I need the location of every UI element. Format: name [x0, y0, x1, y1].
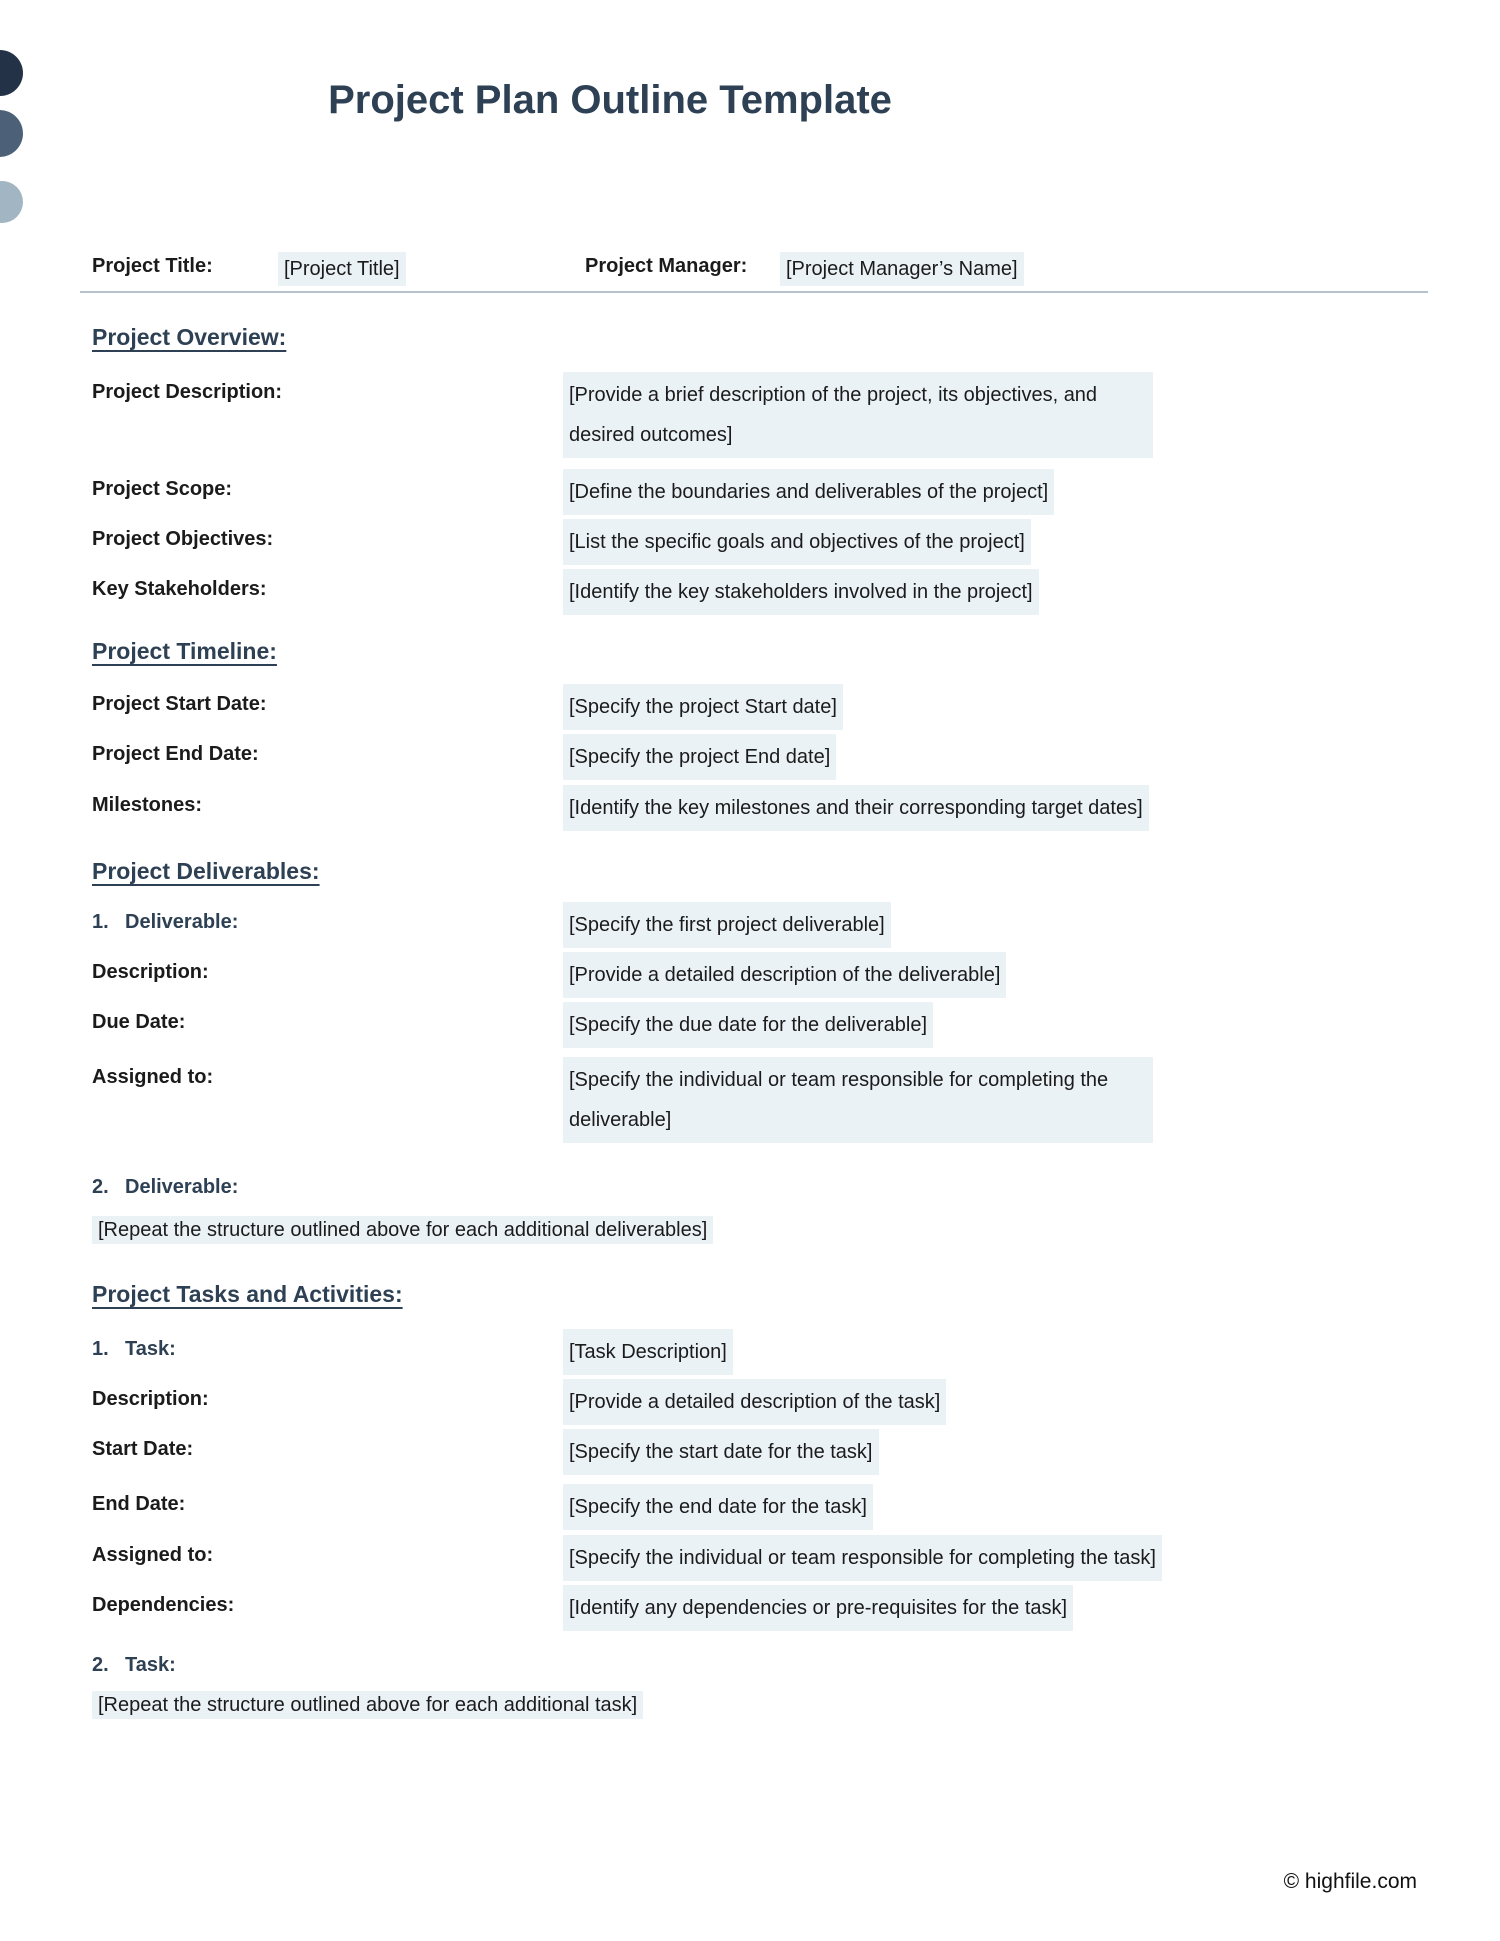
project-manager-label: Project Manager: — [585, 255, 748, 277]
item-number: 1. — [92, 911, 109, 933]
field-value: [Specify the project End date] — [563, 734, 836, 780]
field-row-deliverable-due-date — [92, 1002, 1452, 1048]
field-label: Assigned to: — [92, 1066, 214, 1088]
item-number: 1. — [92, 1338, 109, 1360]
field-row-task-dependencies — [92, 1585, 1452, 1631]
item-label: Task: — [125, 1338, 176, 1360]
field-row-task-assigned-to — [92, 1535, 1452, 1581]
field-value: [Specify the first project deliverable] — [563, 902, 891, 948]
field-label: Project Scope: — [92, 478, 233, 500]
field-row-project-scope — [92, 469, 1452, 515]
field-value: [Task Description] — [563, 1329, 733, 1375]
header-divider — [80, 291, 1428, 293]
section-heading-deliverables: Project Deliverables: — [92, 858, 320, 884]
field-label: Project End Date: — [92, 743, 259, 765]
section-heading-tasks: Project Tasks and Activities: — [92, 1281, 403, 1307]
field-row-task-end-date — [92, 1484, 1452, 1530]
field-row-key-stakeholders — [92, 569, 1452, 615]
field-label: Project Start Date: — [92, 693, 267, 715]
section-heading-timeline: Project Timeline: — [92, 638, 277, 664]
numbered-item-task-1 — [92, 1329, 1452, 1375]
section-heading-overview: Project Overview: — [92, 324, 287, 350]
field-row-project-description — [92, 372, 1452, 458]
copyright-footer: © highfile.com — [1283, 1870, 1417, 1893]
field-row-task-start-date — [92, 1429, 1452, 1475]
page-title: Project Plan Outline Template — [328, 78, 892, 122]
item-number: 2. — [92, 1654, 109, 1676]
field-row-task-description — [92, 1379, 1452, 1425]
field-label: Milestones: — [92, 794, 203, 816]
field-value: [Specify the individual or team responsible for completing the deliverable] — [563, 1057, 1153, 1143]
field-row-project-objectives — [92, 519, 1452, 565]
field-value: [Identify the key stakeholders involved in the project] — [563, 569, 1039, 615]
field-value: [Specify the individual or team responsible for completing the task] — [563, 1535, 1162, 1581]
project-title-value: [Project Title] — [278, 252, 406, 286]
field-value: [Identify the key milestones and their corresponding target dates] — [563, 785, 1149, 831]
field-value: [Specify the project Start date] — [563, 684, 843, 730]
item-label: Task: — [125, 1654, 176, 1676]
item-number: 2. — [92, 1176, 109, 1198]
field-value: [Provide a detailed description of the deliverable] — [563, 952, 1006, 998]
item-label: Deliverable: — [125, 1176, 239, 1198]
field-label: Dependencies: — [92, 1594, 235, 1616]
field-row-end-date — [92, 734, 1452, 780]
field-value: [List the specific goals and objectives of the project] — [563, 519, 1031, 565]
field-row-deliverable-description — [92, 952, 1452, 998]
field-label: Description: — [92, 961, 209, 983]
field-label: Due Date: — [92, 1011, 186, 1033]
field-label: Assigned to: — [92, 1544, 214, 1566]
project-manager-value: [Project Manager’s Name] — [780, 252, 1024, 286]
repeat-note-text: [Repeat the structure outlined above for each additional task] — [92, 1691, 643, 1719]
numbered-item-deliverable-1 — [92, 902, 1452, 948]
field-value: [Specify the end date for the task] — [563, 1484, 873, 1530]
field-value: [Specify the due date for the deliverable] — [563, 1002, 933, 1048]
field-value: [Provide a brief description of the project, its objectives, and desired outcomes] — [563, 372, 1153, 458]
field-row-milestones — [92, 785, 1452, 831]
repeat-note-tasks — [92, 1685, 643, 1725]
field-value: [Identify any dependencies or pre-requisites for the task] — [563, 1585, 1073, 1631]
field-label: Project Description: — [92, 381, 283, 403]
numbered-item-task-2 — [92, 1645, 1452, 1685]
numbered-item-deliverable-2 — [92, 1167, 1452, 1207]
field-label: Project Objectives: — [92, 528, 274, 550]
field-label: Description: — [92, 1388, 209, 1410]
item-label: Deliverable: — [125, 911, 239, 933]
field-row-deliverable-assigned-to — [92, 1057, 1452, 1143]
circle-decoration-light-icon — [0, 181, 23, 223]
project-title-label: Project Title: — [92, 255, 213, 277]
field-row-start-date — [92, 684, 1452, 730]
repeat-note-text: [Repeat the structure outlined above for each additional deliverables] — [92, 1216, 713, 1244]
field-value: [Provide a detailed description of the task] — [563, 1379, 946, 1425]
field-value: [Define the boundaries and deliverables of the project] — [563, 469, 1054, 515]
field-label: Key Stakeholders: — [92, 578, 267, 600]
field-label: End Date: — [92, 1493, 186, 1515]
repeat-note-deliverables — [92, 1210, 713, 1250]
field-value: [Specify the start date for the task] — [563, 1429, 879, 1475]
field-label: Start Date: — [92, 1438, 194, 1460]
